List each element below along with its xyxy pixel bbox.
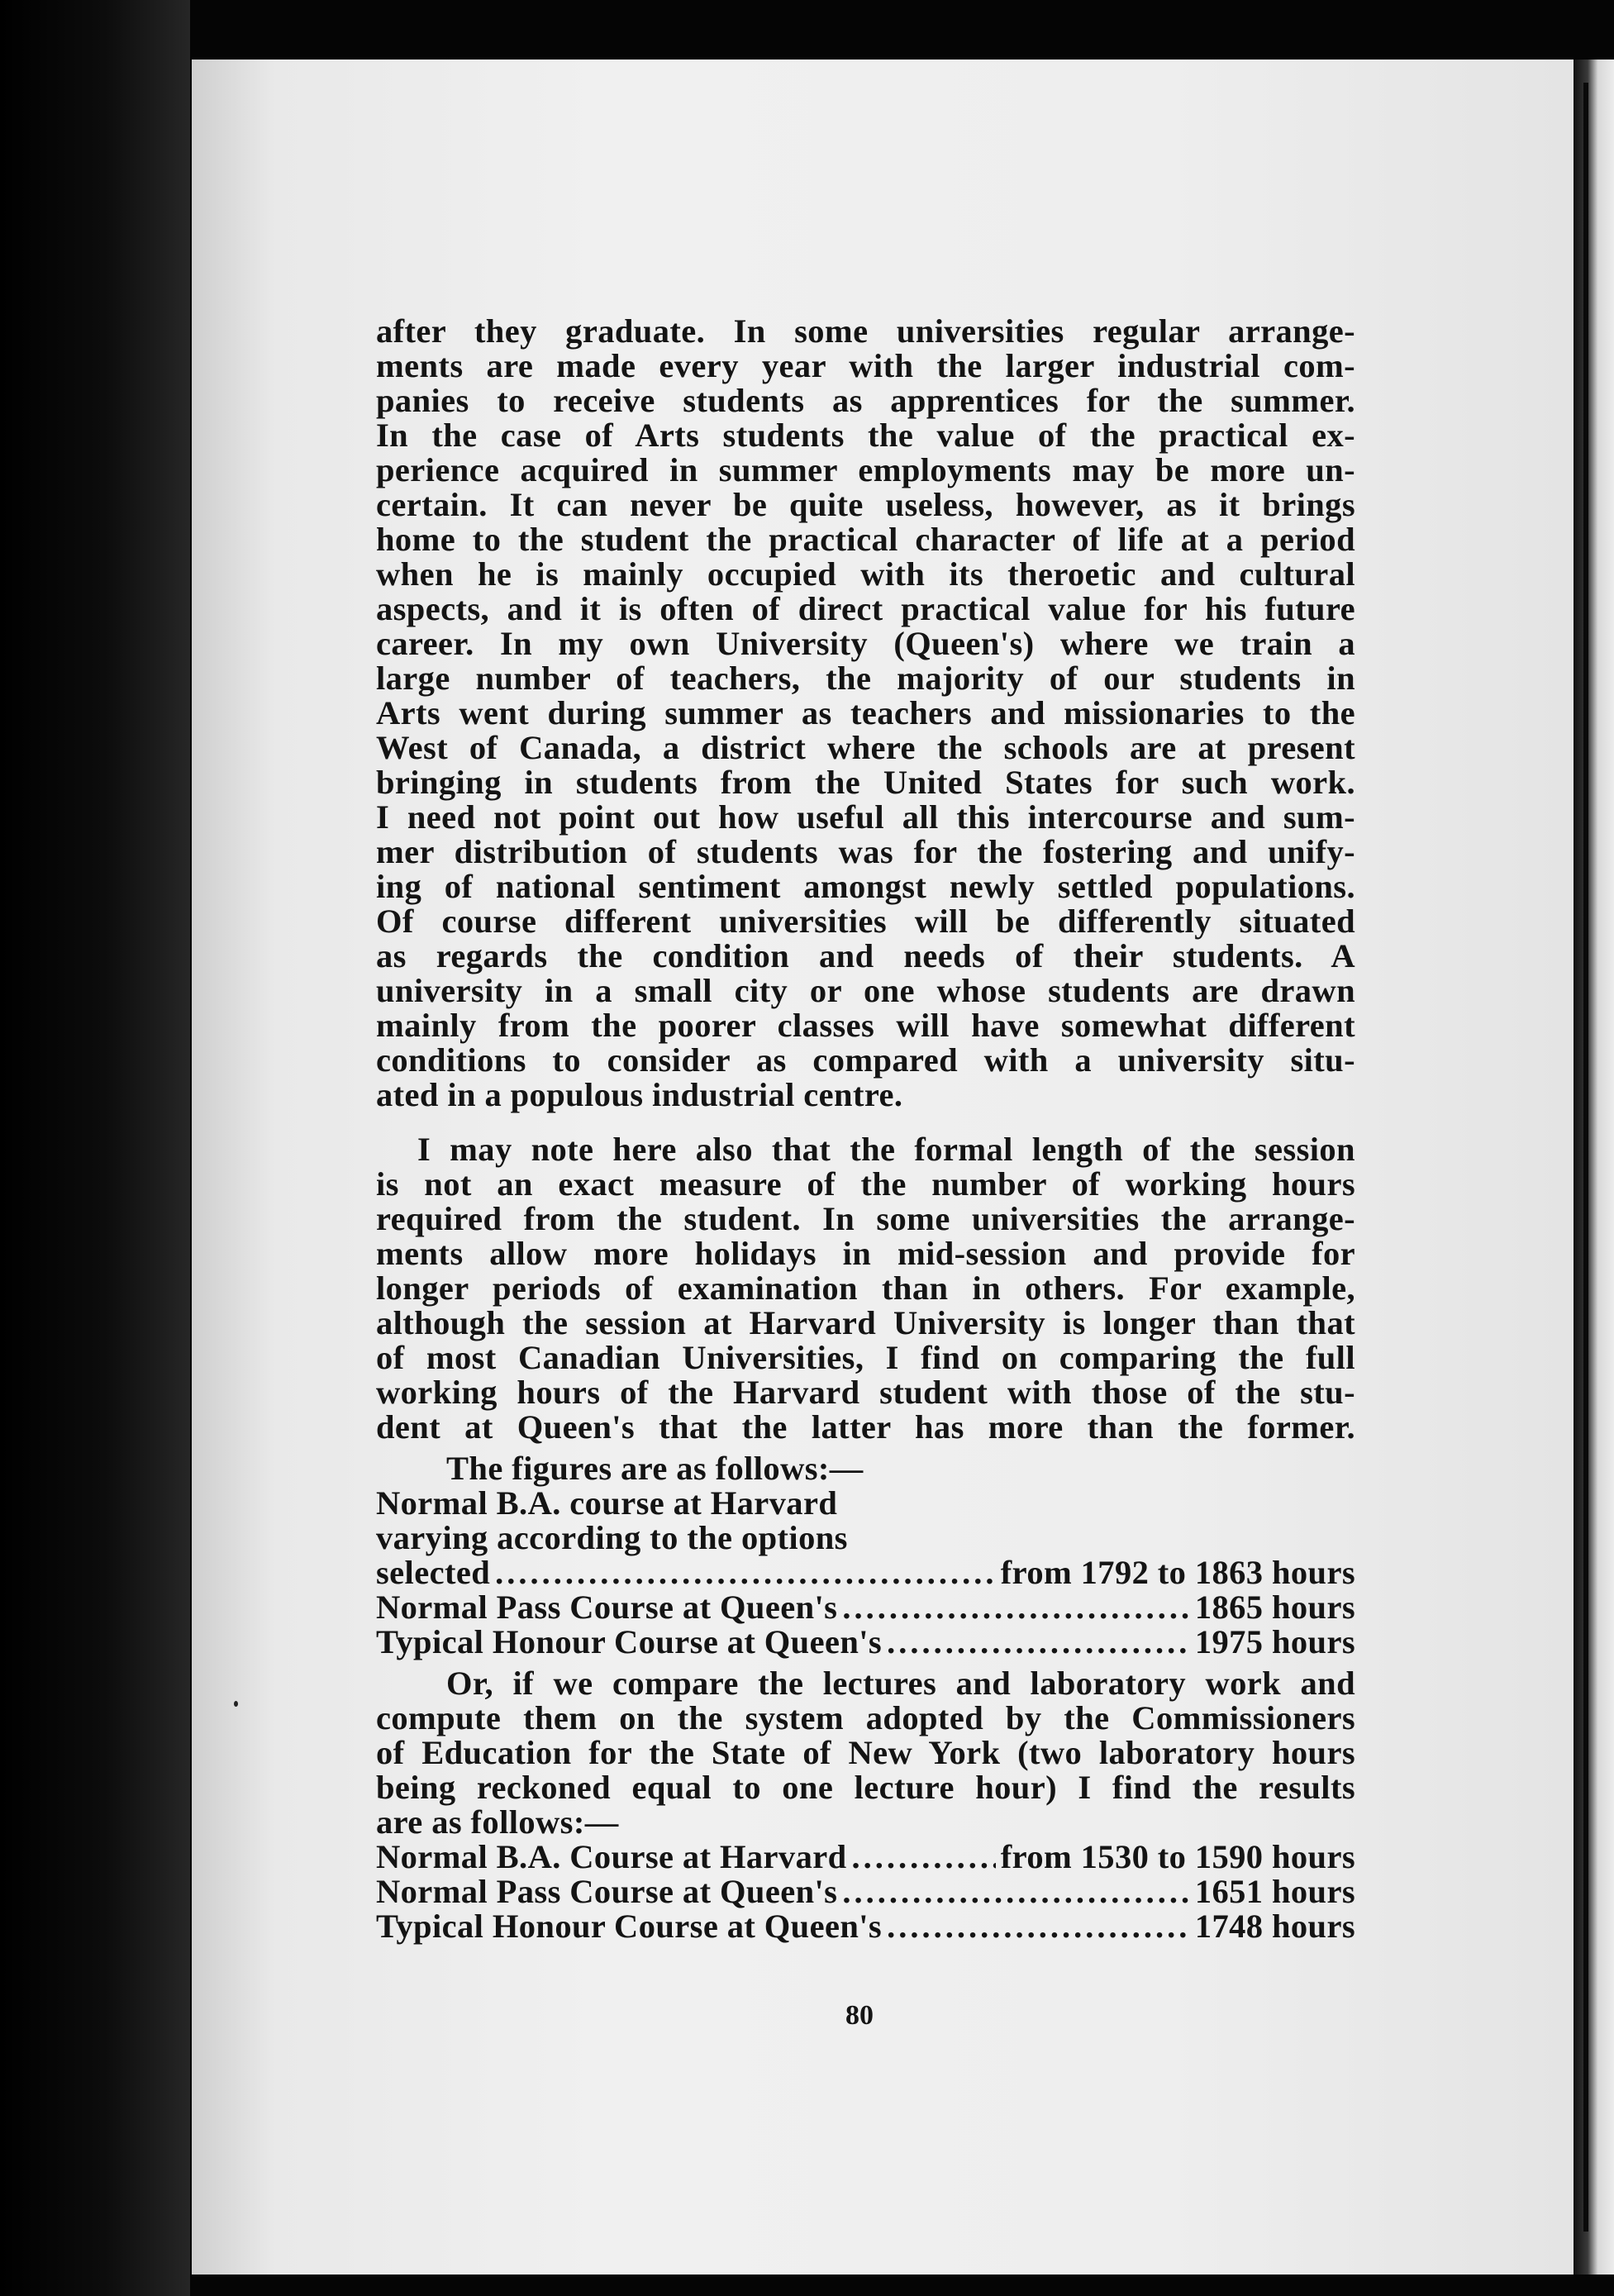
text-line: conditions to consider as compared with a university situ- <box>376 1041 1355 1079</box>
text-line: home to the student the practical character of life at a period <box>376 521 1355 558</box>
text-line: compute them on the system adopted by the Commissioners <box>376 1699 1355 1736</box>
table-row <box>376 1555 1355 1590</box>
row-label: selected <box>376 1554 491 1591</box>
row-value: 1975 hours <box>1194 1623 1355 1660</box>
text-line: when he is mainly occupied with its theroetic and cultural <box>376 555 1355 593</box>
page-number: 80 <box>845 2000 874 2031</box>
row-label: Normal Pass Course at Queen's <box>376 1589 838 1626</box>
table-row <box>376 1909 1355 1944</box>
text-line: certain. It can never be quite useless, however, as it brings <box>376 486 1355 523</box>
table-row <box>376 1874 1355 1909</box>
dot-leader <box>495 1555 996 1590</box>
text-line: being reckoned equal to one lecture hour) I find the results <box>376 1769 1355 1806</box>
text-line: ated in a populous industrial centre. <box>376 1076 903 1113</box>
text-line: Or, if we compare the lectures and laboratory work and <box>446 1665 1355 1702</box>
paragraph-3 <box>376 1666 1355 1840</box>
row-value: 1748 hours <box>1194 1908 1355 1945</box>
row-label: Typical Honour Course at Queen's <box>376 1908 883 1945</box>
table-row <box>376 1840 1355 1874</box>
dot-leader <box>887 1625 1190 1660</box>
text-line: longer periods of examination than in others. For example, <box>376 1269 1355 1307</box>
text-line: of most Canadian Universities, I find on comparing the full <box>376 1339 1355 1376</box>
text-line: as regards the condition and needs of their students. A <box>376 937 1355 974</box>
text-line: university in a small city or one whose students are drawn <box>376 972 1355 1009</box>
page-text <box>376 314 1355 1944</box>
row-label: Normal B.A. Course at Harvard <box>376 1838 847 1875</box>
hours-table-1 <box>376 1486 1355 1660</box>
row-value: 1865 hours <box>1194 1589 1355 1626</box>
text-line: I need not point out how useful all this intercourse and sum- <box>376 798 1355 836</box>
text-line: aspects, and it is often of direct practical value for his future <box>376 590 1355 627</box>
text-line: West of Canada, a district where the schools are at present <box>376 729 1355 766</box>
text-line: ments allow more holidays in mid-session and provide for <box>376 1235 1355 1272</box>
text-line: ments are made every year with the larger industrial com- <box>376 347 1355 384</box>
text-line: In the case of Arts students the value of the practical ex- <box>376 417 1355 454</box>
scan-speck <box>234 1701 238 1707</box>
text-line: mainly from the poorer classes will have somewhat different <box>376 1007 1355 1044</box>
dot-leader <box>887 1909 1190 1944</box>
row-value: from 1530 to 1590 hours <box>1000 1838 1355 1875</box>
paragraph-2 <box>376 1132 1355 1445</box>
table-row <box>376 1590 1355 1625</box>
hours-table-2 <box>376 1840 1355 1944</box>
text-line: required from the student. In some universities the arrange- <box>376 1200 1355 1237</box>
text-line: Arts went during summer as teachers and missionaries to the <box>376 694 1355 731</box>
figures-intro: The figures are as follows:— <box>446 1450 864 1487</box>
book-binding-edge <box>0 0 190 2296</box>
row-value: from 1792 to 1863 hours <box>1000 1554 1355 1591</box>
dot-leader <box>842 1590 1190 1625</box>
text-line: bringing in students from the United States for such work. <box>376 764 1355 801</box>
text-line: although the session at Harvard University is longer than that <box>376 1304 1355 1341</box>
next-page-edge <box>1574 60 1614 2275</box>
dot-leader <box>842 1874 1190 1909</box>
text-line: after they graduate. In some universities regular arrange- <box>376 312 1355 350</box>
text-line: Of course different universities will be differently situated <box>376 903 1355 940</box>
text-line: panies to receive students as apprentices for the summer. <box>376 382 1355 419</box>
dot-leader <box>852 1840 996 1874</box>
row-label: Normal Pass Course at Queen's <box>376 1873 838 1910</box>
text-line: ing of national sentiment amongst newly settled populations. <box>376 868 1355 905</box>
text-line: mer distribution of students was for the fostering and unify- <box>376 833 1355 870</box>
text-line: career. In my own University (Queen's) where we train a <box>376 625 1355 662</box>
paragraph-1 <box>376 314 1355 1112</box>
table-entry-line: varying according to the options <box>376 1519 848 1556</box>
row-label: Typical Honour Course at Queen's <box>376 1623 883 1660</box>
text-line: of Education for the State of New York (two laboratory hours <box>376 1734 1355 1771</box>
table-entry-line: Normal B.A. course at Harvard <box>376 1484 838 1522</box>
text-line: perience acquired in summer employments may be more un- <box>376 451 1355 488</box>
text-line: large number of teachers, the majority of our students in <box>376 660 1355 697</box>
text-line: I may note here also that the formal length of the session <box>417 1131 1355 1168</box>
text-line: are as follows:— <box>376 1803 619 1841</box>
row-value: 1651 hours <box>1194 1873 1355 1910</box>
table-row <box>376 1625 1355 1660</box>
text-line: working hours of the Harvard student with those of the stu- <box>376 1374 1355 1411</box>
gutter-shadow <box>1583 83 1588 2232</box>
text-line: dent at Queen's that the latter has more than the former. <box>376 1408 1355 1446</box>
text-line: is not an exact measure of the number of working hours <box>376 1165 1355 1203</box>
